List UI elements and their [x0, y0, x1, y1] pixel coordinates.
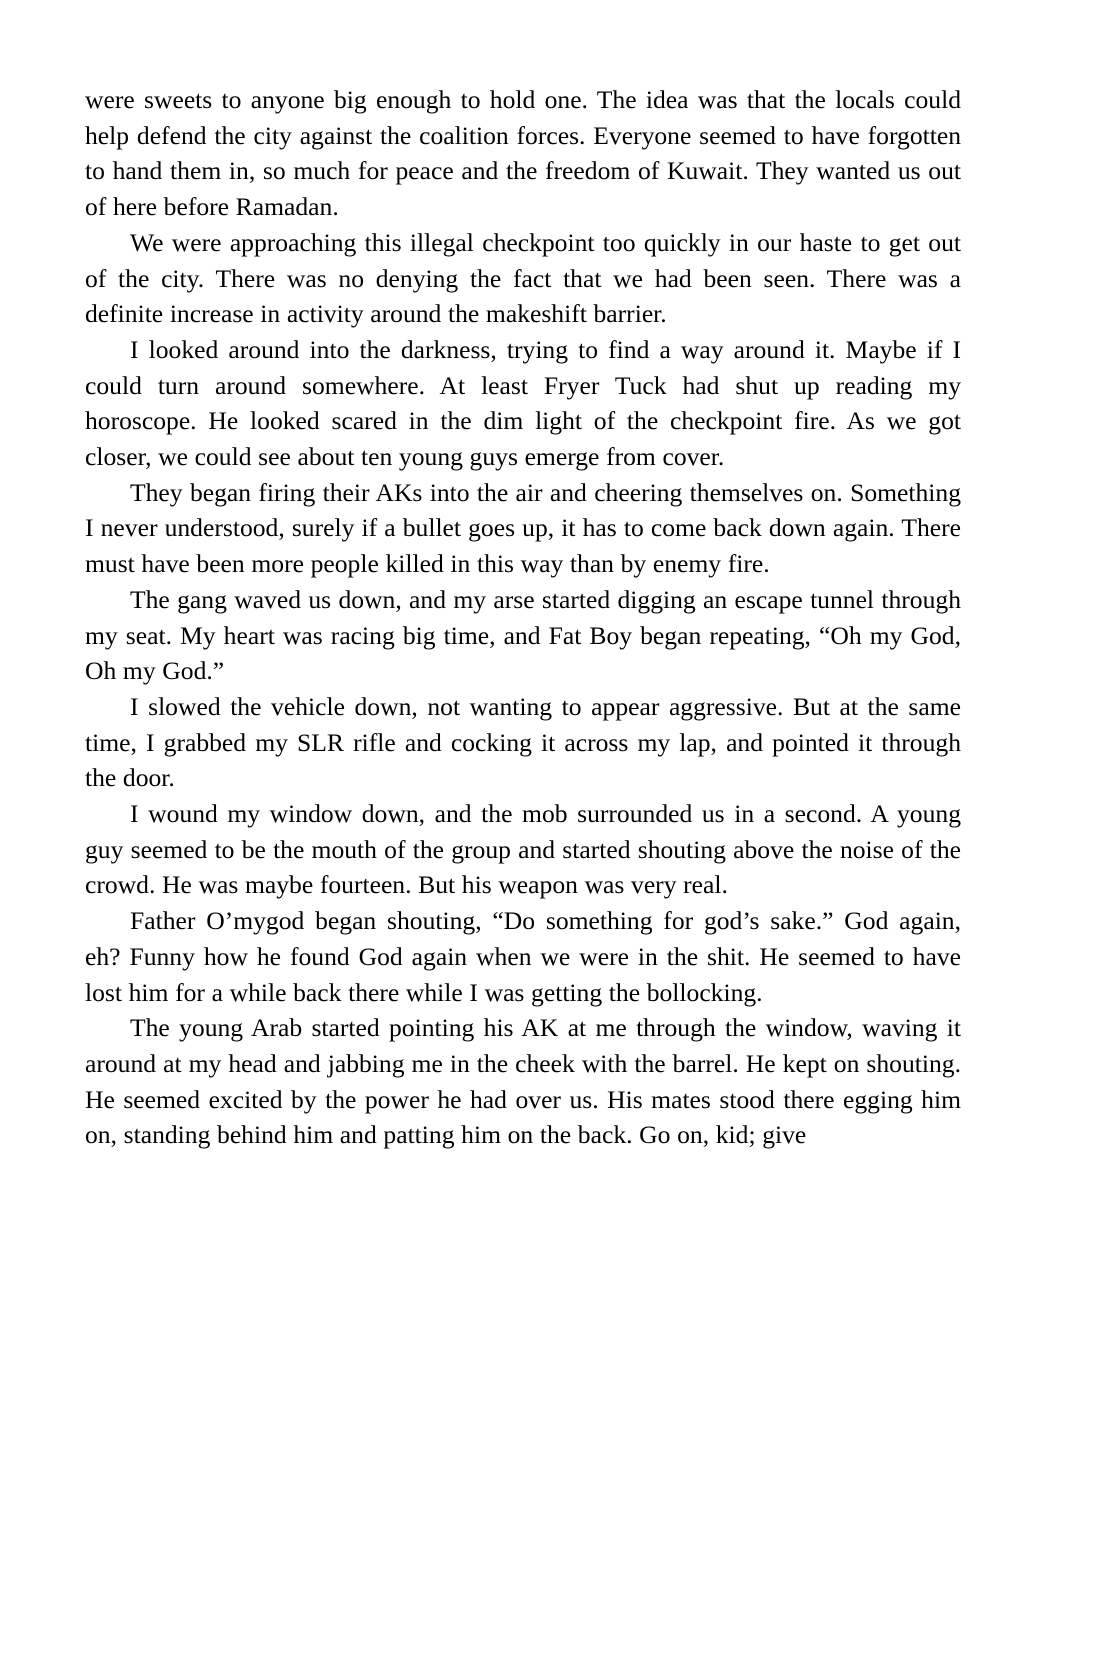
paragraph-5: The gang waved us down, and my arse started digging an escape tunnel through my seat. My heart was racing big time, and Fat Boy began repeating, “Oh my God, Oh my God.”	[85, 584, 961, 686]
paragraph-6: I slowed the vehicle down, not wanting to appear aggressive. But at the same time, I grabbed my SLR rifle and cocking it across my lap, and pointed it through the door.	[85, 691, 961, 793]
body-text-column	[85, 82, 961, 1153]
paragraph-2: We were approaching this illegal checkpoint too quickly in our haste to get out of the city. There was no denying the fact that we had been seen. There was a definite increase in activity around the makeshift barrier.	[85, 227, 961, 329]
paragraph-4: They began firing their AKs into the air and cheering themselves on. Something I never understood, surely if a bullet goes up, it has to come back down again. There must have been more people killed in this way than by enemy fire.	[85, 477, 961, 579]
paragraph-9: The young Arab started pointing his AK at me through the window, waving it around at my head and jabbing me in the cheek with the barrel. He kept on shouting. He seemed excited by the power he had over us. His mates stood there egging him on, standing behind him and patting him on the back. Go on, kid; give	[85, 1013, 961, 1150]
paragraph-8: Father O’mygod began shouting, “Do something for god’s sake.” God again, eh? Funny how he found God again when we were in the shit. He seemed to have lost him for a while back there while I was getting the bollocking.	[85, 906, 961, 1007]
paragraph-1: were sweets to anyone big enough to hold one. The idea was that the locals could help defend the city against the coalition forces. Everyone seemed to have forgotten to hand them in, so much for peace and the freedom of Kuwait. They wanted us out of here before Ramadan.	[85, 85, 961, 222]
paragraph-7: I wound my window down, and the mob surrounded us in a second. A young guy seemed to be the mouth of the group and started shouting above the noise of the crowd. He was maybe fourteen. But his weapon was very real.	[85, 799, 961, 900]
paragraph-3: I looked around into the darkness, trying to find a way around it. Maybe if I could turn around somewhere. At least Fryer Tuck had shut up reading my horoscope. He looked scared in the dim light of the checkpoint fire. As we got closer, we could see about ten young guys emerge from cover.	[85, 334, 961, 472]
